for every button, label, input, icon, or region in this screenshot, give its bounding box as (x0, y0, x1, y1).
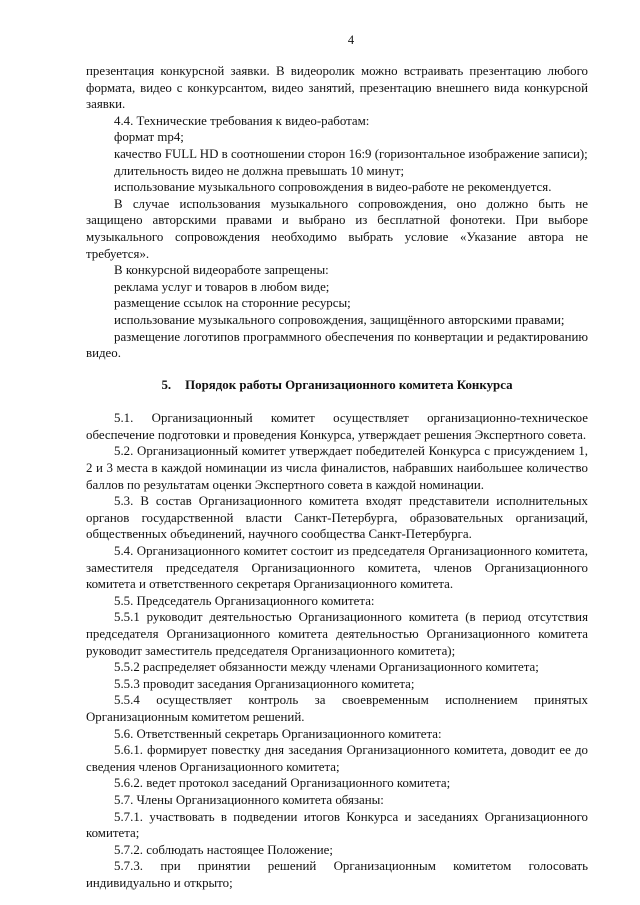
paragraph: 5.5.4 осуществляет контроль за своевременным исполнением принятых Организационным комитетом решений. (86, 693, 588, 724)
paragraph: 5.3. В состав Организационного комитета входят представители исполнительных органов государственной власти Санкт-Петербурга, образовательных организаций, общественных объединений, научного сообщества Санкт-Петербурга. (86, 494, 588, 542)
paragraph: 5.7. Члены Организационного комитета обязаны: (114, 792, 384, 807)
paragraph: 5.6. Ответственный секретарь Организационного комитета: (114, 726, 442, 741)
paragraph: 5.6.2. ведет протокол заседаний Организационного комитета; (114, 776, 451, 791)
paragraph: 5.7.1. участвовать в подведении итогов Конкурса и заседаниях Организационного комитета; (86, 809, 588, 841)
paragraph: качество FULL HD в соотношении сторон 16:9 (горизонтальное изображение записи); (114, 146, 588, 161)
paragraph: 5.6.1. формирует повестку дня заседания Организационного комитета, доводит ее до сведения членов Организационного комитета; (86, 743, 588, 774)
paragraph: презентация конкурсной заявки. В видеоролик можно встраивать презентацию любого формата, видео с конкурсантом, видео занятий, презентацию внешнего вида конкурсной заявки. (86, 64, 588, 112)
paragraph: размещение логотипов программного обеспечения по конвертации и редактированию видео. (86, 329, 588, 361)
page-number: 4 (347, 33, 355, 47)
paragraph: 5.5. Председатель Организационного комитета: (114, 593, 375, 608)
section-heading (86, 377, 588, 394)
paragraph: 5.2. Организационный комитет утверждает победителей Конкурса с присуждением 1, 2 и 3 места в каждой номинации из числа финалистов, набравших наибольшее количество баллов по результатам оценки Экспертного совета в каждой номинации. (86, 444, 588, 492)
paragraph: размещение ссылок на сторонние ресурсы; (114, 296, 351, 311)
paragraph: 5.5.2 распределяет обязанности между членами Организационного комитета; (114, 660, 539, 675)
paragraph: длительность видео не должна превышать 10 минут; (114, 163, 405, 178)
paragraph: формат mp4; (114, 130, 184, 145)
section-title: Порядок работы Организационного комитета Конкурса (185, 377, 513, 392)
paragraph: 5.4. Организационного комитет состоит из председателя Организационного комитета, заместителя председателя Организационного комитета, членов Организационного комитета и ответственного секретаря Организационного комитета. (86, 544, 588, 592)
paragraph: реклама услуг и товаров в любом виде; (114, 279, 330, 294)
paragraph: 4.4. Технические требования к видео-работам: (114, 113, 370, 128)
paragraph: В случае использования музыкального сопровождения, оно должно быть не защищено авторскими правами и выбрано из бесплатной фонотеки. При выборе музыкального сопровождения необходимо выбрать условие «Указание автора не требуется». (86, 196, 588, 261)
paragraph: 5.7.3. при принятии решений Организационным комитетом голосовать индивидуально и открыто; (86, 859, 588, 890)
paragraph: В конкурсной видеоработе запрещены: (114, 263, 329, 278)
paragraph: 5.5.3 проводит заседания Организационного комитета; (114, 676, 415, 691)
paragraph: 5.7.2. соблюдать настоящее Положение; (114, 842, 333, 857)
section-number: 5. (161, 377, 172, 392)
paragraph: использование музыкального сопровождения, защищённого авторскими правами; (114, 312, 565, 327)
paragraph: 5.5.1 руководит деятельностью Организационного комитета (в период отсутствия председателя Организационного комитета деятельностью Организационного комитета руководит заместитель председателя Организационного комитета); (86, 610, 588, 658)
paragraph: 5.1. Организационный комитет осуществляет организационно-техническое обеспечение подготовки и проведения Конкурса, утверждает решения Экспертного совета. (86, 411, 588, 442)
paragraph: использование музыкального сопровождения в видео-работе не рекомендуется. (114, 180, 552, 195)
